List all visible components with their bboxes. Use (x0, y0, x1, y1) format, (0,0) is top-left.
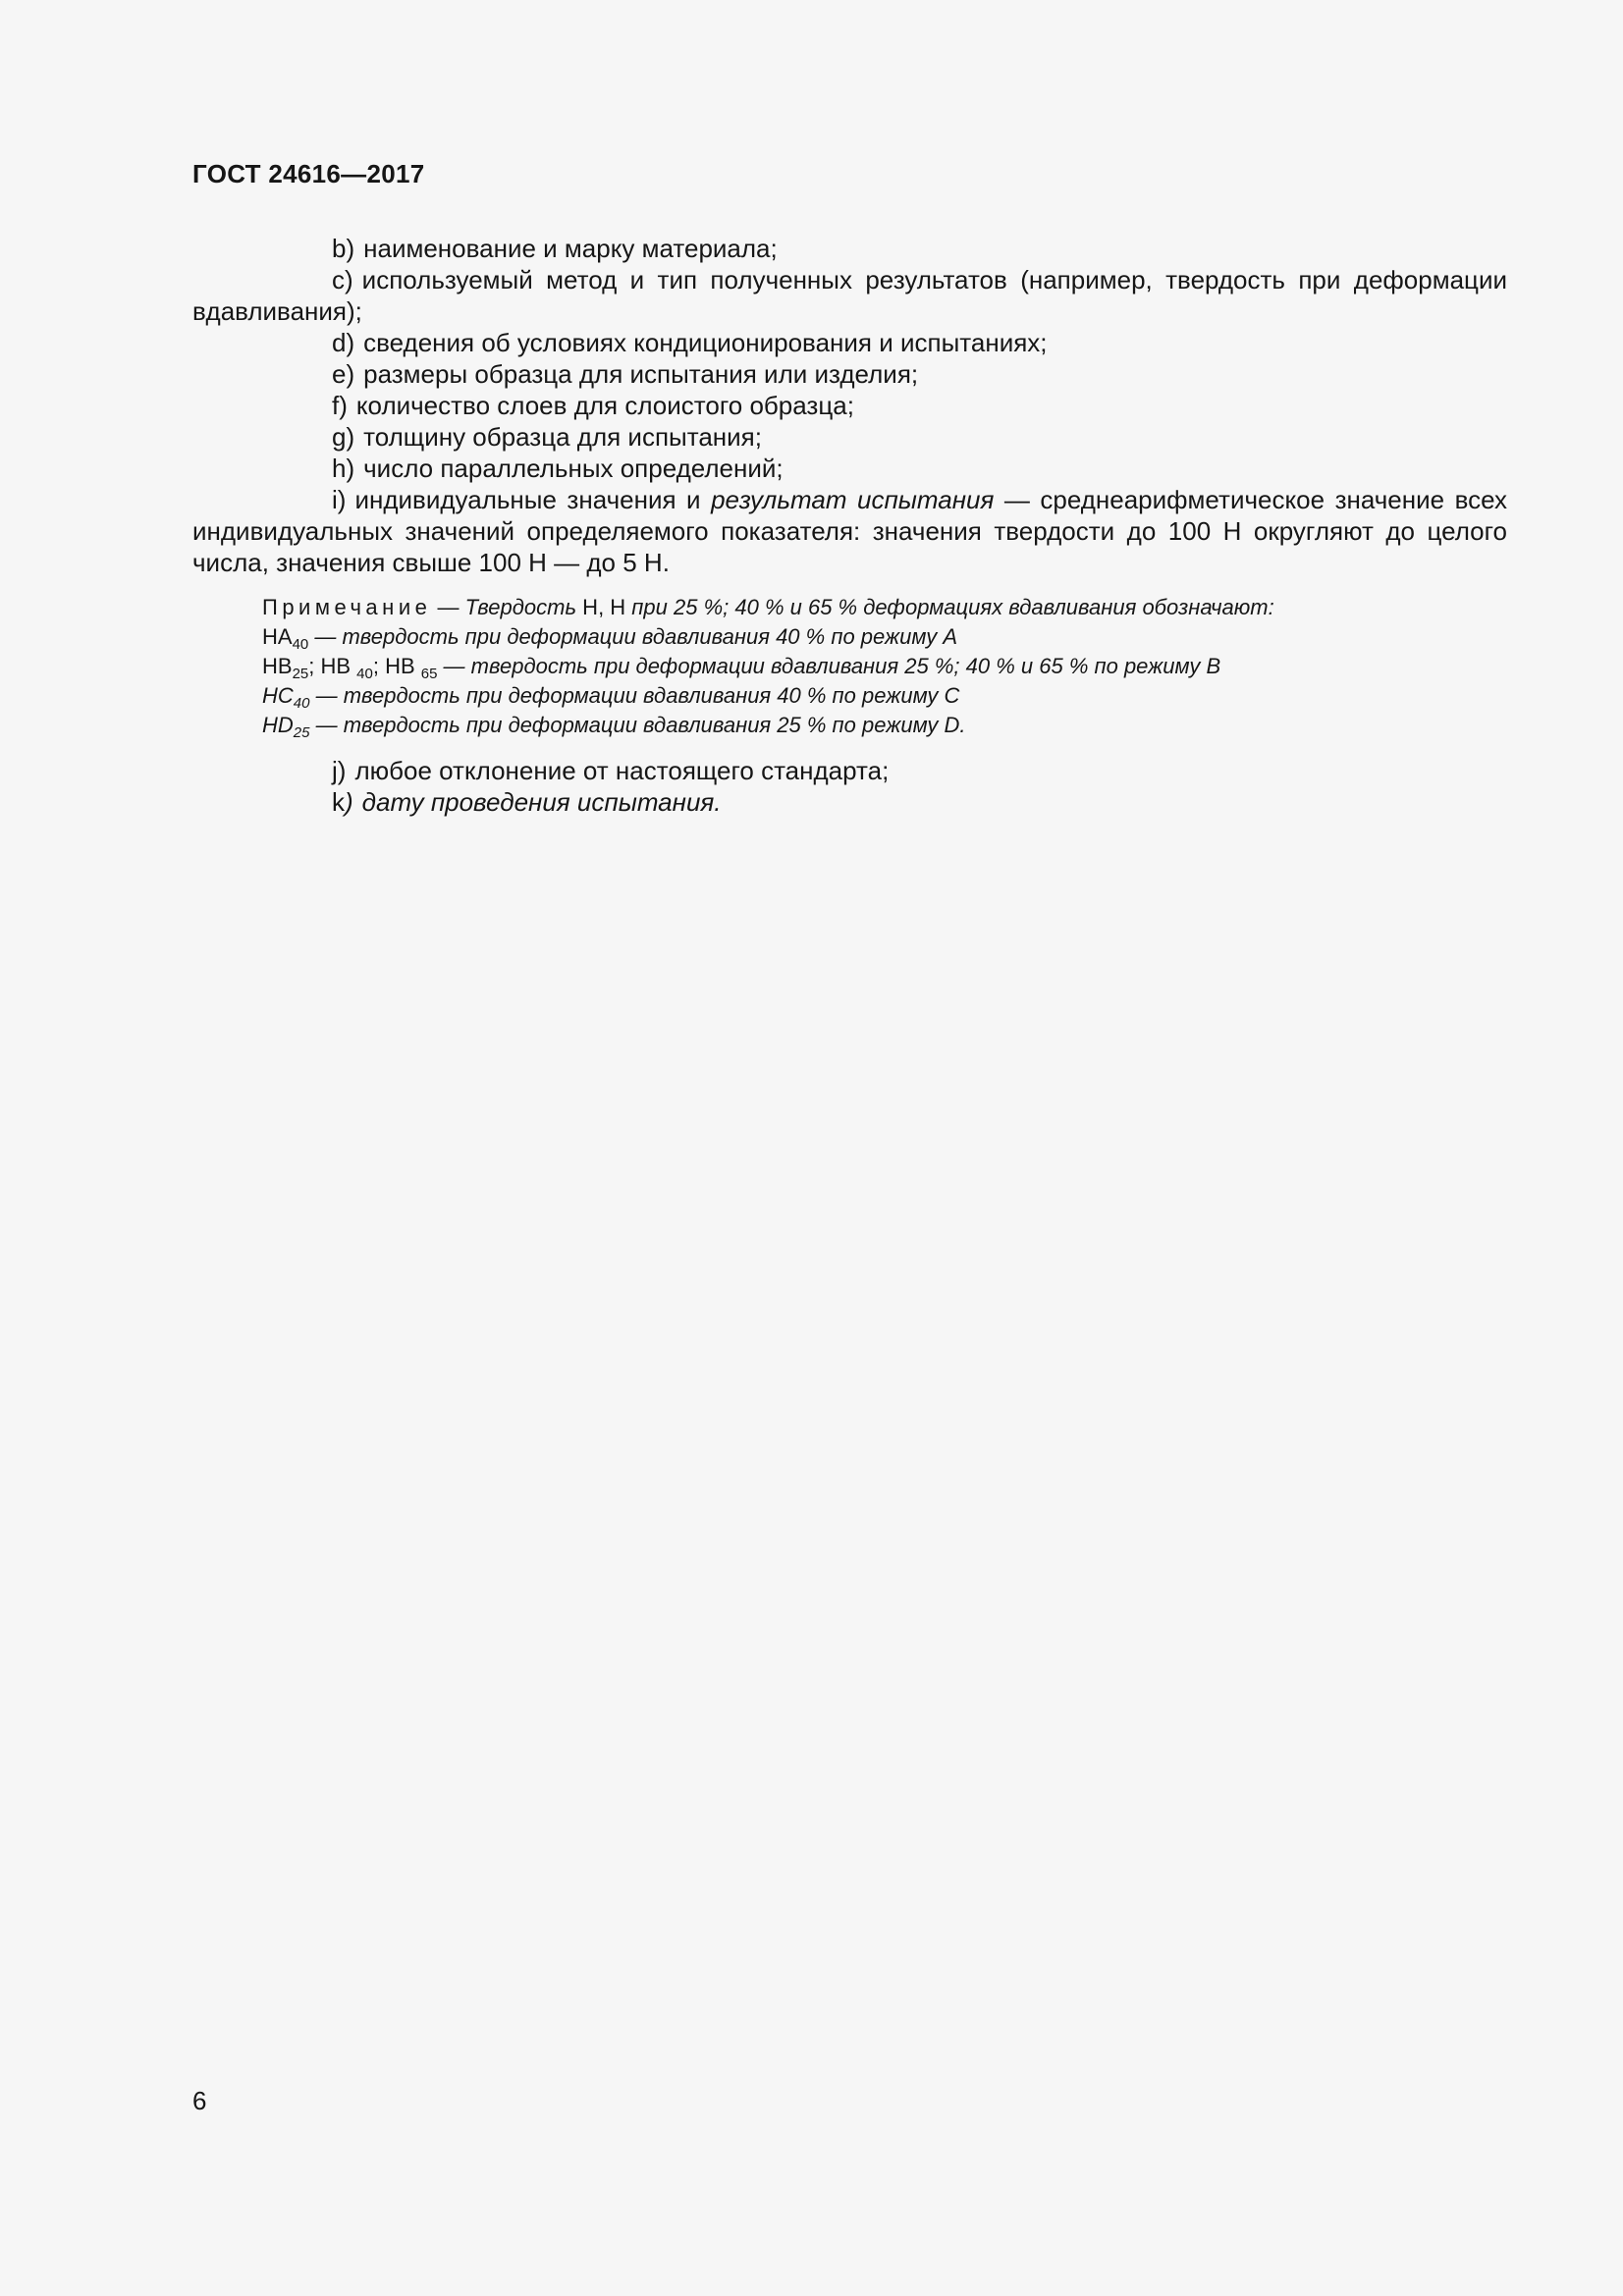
list-item-text: используемый метод и тип полученных результатов (например, твердость при деформации вдавливания); (192, 265, 1507, 326)
list-item-e (192, 358, 1507, 390)
hardness-symbol: ; HB (372, 654, 421, 678)
list-item-text: число параллельных определений; (363, 454, 784, 483)
list-item-d (192, 327, 1507, 358)
hardness-subscript: 65 (420, 666, 438, 682)
note-text: Н, Н (576, 595, 632, 619)
hardness-subscript: 40 (356, 666, 373, 682)
note-text: — твердость при деформации вдавливания 25 %; 40 % и 65 % по режиму В (437, 654, 1221, 678)
hardness-symbol: ; HB (308, 654, 357, 678)
document-body (192, 233, 1507, 818)
hardness-subscript: 40 (292, 636, 309, 653)
hardness-symbol: HD (262, 713, 294, 737)
list-item-text: сведения об условиях кондиционирования и испытаниях; (363, 328, 1048, 357)
note-line-3 (262, 652, 1507, 681)
note-text: Твердость (464, 595, 577, 619)
note-line-1 (262, 593, 1507, 622)
list-item-text: индивидуальные значения и (354, 485, 712, 514)
list-item-f (192, 390, 1507, 421)
list-item-text-continued: — среднеарифметическое значение всех индивидуальных значений определяемого показателя: значения твердости до 100 Н округляют до целого числа, значения свыше 100 Н — до 5 Н. (192, 485, 1507, 577)
list-item-label (262, 786, 353, 818)
note-heading: Примечание (262, 595, 432, 619)
note-text: — твердость при деформации вдавливания 25 % по режиму D. (309, 713, 966, 737)
list-item-i (192, 484, 1507, 578)
list-item-text: количество слоев для слоистого образца; (355, 391, 854, 420)
list-item-label: b) (332, 234, 355, 263)
list-item-g (192, 421, 1507, 453)
list-item-label: i) (332, 485, 347, 514)
list-item-label: d) (332, 328, 355, 357)
hardness-symbol: HC (262, 683, 294, 708)
list-item-c (192, 264, 1507, 327)
list-item-label: e) (332, 359, 355, 389)
list-item-paren: ) (345, 787, 353, 817)
list-item-text: толщину образца для испытания; (363, 422, 762, 452)
note-line-5 (262, 711, 1507, 740)
list-item-label: h) (332, 454, 355, 483)
list-item-k (192, 786, 1507, 818)
list-item-b (192, 233, 1507, 264)
list-item-j (192, 755, 1507, 786)
note-line-2 (262, 622, 1507, 652)
document-header: ГОСТ 24616—2017 (192, 159, 425, 188)
hardness-subscript: 25 (292, 666, 309, 682)
list-item-text: дату проведения испытания. (361, 787, 722, 817)
page-number: 6 (192, 2086, 207, 2115)
list-item-label: c) (332, 265, 353, 294)
list-item-text: любое отклонение от настоящего стандарта; (354, 756, 890, 785)
hardness-subscript: 25 (293, 724, 310, 741)
list-item-label: j) (332, 756, 347, 785)
note-line-4 (262, 681, 1507, 711)
note-text: — твердость при деформации вдавливания 40 % по режиму С (309, 683, 960, 708)
list-item-label: g) (332, 422, 355, 452)
hardness-subscript: 40 (293, 695, 310, 712)
note-text: при 25 %; 40 % и 65 % деформациях вдавливания обозначают: (631, 595, 1274, 619)
list-item-h (192, 453, 1507, 484)
list-item-text: размеры образца для испытания или изделия; (363, 359, 919, 389)
list-item-letter: k (332, 787, 345, 817)
term-test-result: результат испытания (711, 485, 995, 514)
note-dash: — (431, 595, 465, 619)
hardness-symbol: HA (262, 624, 293, 649)
list-item-label: f) (332, 391, 348, 420)
list-item-text: наименование и марку материала; (363, 234, 778, 263)
note-text: — твердость при деформации вдавливания 40 % по режиму А (308, 624, 958, 649)
hardness-symbol: HB (262, 654, 293, 678)
note-block (262, 593, 1507, 740)
